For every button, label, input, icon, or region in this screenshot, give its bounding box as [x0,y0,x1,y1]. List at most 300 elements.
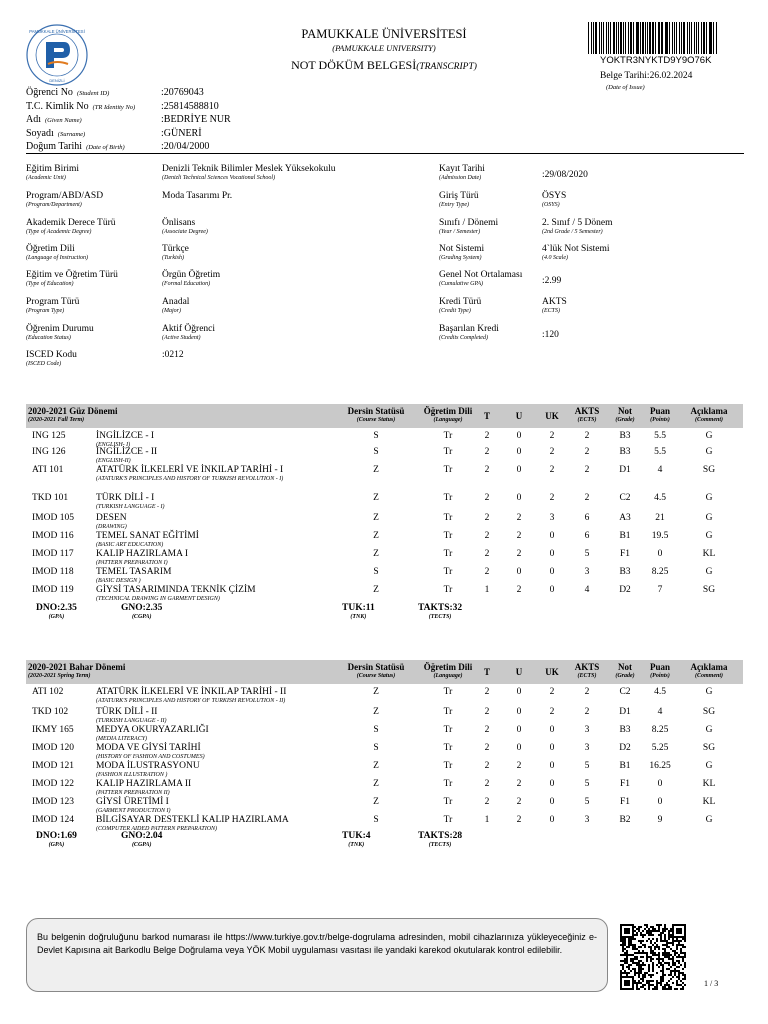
summary-value: DNO:1.69 [36,831,77,841]
qr-module [642,978,644,980]
info-value-tr: Türkçe [162,244,189,254]
column-header [408,662,488,680]
qr-module [682,946,684,948]
qr-module [624,952,626,954]
term-title-tr: 2020-2021 Bahar Dönemi [28,662,126,672]
course-points: 0 [657,797,663,807]
course-comment: G [705,447,713,457]
term-header [26,404,743,428]
student-field [26,87,204,98]
course-name [96,567,336,585]
qr-module [674,964,676,966]
qr-module [682,972,684,974]
barcode-bar [683,22,685,54]
course-t: 2 [484,707,490,717]
course-name [96,465,336,483]
qr-module [646,952,648,954]
qr-module [624,980,630,986]
info-value-tr: :29/08/2020 [542,170,588,180]
column-header-tr: Puan [649,406,670,416]
qr-module [640,964,642,966]
qr-module [676,928,682,934]
barcode-code: YOKTR3NYKTD9Y9O76K [600,55,712,66]
course-name [96,549,336,567]
qr-module [656,958,658,960]
qr-module [662,974,664,976]
qr-module [676,980,678,982]
qr-module [630,954,632,956]
qr-module [648,984,650,986]
qr-module [650,934,652,936]
qr-module [634,944,636,946]
summary-value: GNO:2.35 [121,603,163,613]
qr-module [642,976,644,978]
qr-module [644,952,646,954]
qr-module [648,970,650,972]
qr-module [664,934,666,936]
qr-module [640,970,642,972]
qr-module [642,968,644,970]
course-u: 2 [516,585,522,595]
qr-module [660,970,662,972]
course-status: Z [373,761,379,771]
info-label-tr: Kredi Türü [439,297,482,307]
info-label-tr: Eğitim ve Öğretim Türü [26,270,118,280]
qr-module [642,950,644,952]
course-grade: D2 [619,585,631,595]
course-uk: 0 [549,761,555,771]
info-value-en: (Major) [162,308,181,314]
info-value [162,350,184,360]
info-label [439,164,485,182]
course-points: 4 [657,707,663,717]
course-uk: 2 [549,493,555,503]
student-field-value: :20769043 [161,87,204,98]
qr-module [666,946,668,948]
info-value-tr: Önlisans [162,218,196,228]
column-header-en: (Points) [650,417,670,423]
qr-module [632,948,634,950]
qr-module [634,926,636,928]
qr-module [662,944,664,946]
course-t: 2 [484,531,490,541]
qr-module [676,970,678,972]
qr-module [652,954,654,956]
qr-module [676,948,678,950]
course-row [26,725,743,745]
qr-module [652,974,654,976]
course-name [96,493,336,511]
term-summary-takts [418,603,462,621]
barcode-bar [694,22,695,54]
column-header [477,411,497,421]
barcode-bar [606,22,607,54]
course-t: 2 [484,779,490,789]
qr-module [670,988,672,990]
qr-module [662,976,664,978]
qr-module [666,984,668,986]
qr-module [638,946,640,948]
course-name-en: (ATATURK'S PRINCIPLES AND HISTORY OF TURKISH REVOLUTION - I) [96,476,284,482]
course-comment: G [705,493,713,503]
course-status: Z [373,687,379,697]
qr-module [678,956,680,958]
qr-module [652,928,654,930]
course-lang: Tr [443,549,453,559]
info-label [439,244,484,262]
course-name-en: (ATATURK'S PRINCIPLES AND HISTORY OF TURKISH REVOLUTION - II) [96,698,286,704]
qr-module [656,984,658,986]
qr-module [674,940,676,942]
column-header-tr: AKTS [574,406,600,416]
qr-module [644,924,646,926]
course-status: Z [373,585,379,595]
info-label-tr: Giriş Türü [439,191,479,201]
qr-module [662,970,664,972]
info-value-tr: Moda Tasarımı Pr. [162,191,233,201]
qr-module [682,988,684,990]
info-label-tr: Eğitim Birimi [26,164,80,174]
qr-module [636,984,638,986]
qr-module [632,954,634,956]
course-status: S [373,431,379,441]
qr-module [652,966,654,968]
course-akts: 4 [584,585,590,595]
document-title-tr: NOT DÖKÜM BELGESİ [291,58,417,72]
course-name-en: (HISTORY OF FASHION AND COSTUMES) [96,754,205,760]
course-t: 2 [484,797,490,807]
qr-module [638,928,640,930]
course-name-en: (DRAWING) [96,524,127,530]
info-value-en: (Formal Education) [162,281,211,287]
course-name [96,779,336,797]
barcode-bar [613,22,615,54]
qr-module [656,930,658,932]
info-value [162,164,335,182]
qr-module [626,952,628,954]
barcode-bar [623,22,624,54]
qr-module [626,962,628,964]
qr-module [638,976,640,978]
qr-module [656,964,658,966]
header-divider [26,153,744,154]
qr-module [644,974,646,976]
qr-module [664,956,666,958]
qr-module [636,964,638,966]
qr-module [624,970,626,972]
qr-module [644,984,646,986]
qr-module [680,952,682,954]
qr-module [668,946,670,948]
info-label-tr: Kayıt Tarihi [439,164,485,174]
qr-module [682,956,684,958]
info-value-tr: ÖSYS [542,191,567,201]
course-comment: SG [702,465,716,475]
qr-module [638,988,640,990]
qr-module [624,962,626,964]
student-field [26,128,202,139]
course-name [96,687,336,705]
course-comment: SG [702,585,716,595]
qr-module [638,974,640,976]
column-header-tr: Açıklama [690,662,728,672]
course-u: 0 [516,725,522,735]
qr-module [658,934,660,936]
qr-module [638,964,640,966]
barcode-bar [645,22,646,54]
barcode-bar [620,22,621,54]
qr-module [646,956,648,958]
qr-module [668,956,670,958]
qr-module [632,938,634,940]
qr-module [668,930,670,932]
qr-module [662,954,664,956]
qr-module [638,926,640,928]
barcode-bar [669,22,670,54]
qr-module [670,948,672,950]
document-title-en: (TRANSCRIPT) [416,62,477,72]
course-comment: G [705,513,713,523]
course-u: 2 [516,761,522,771]
qr-module [656,946,658,948]
course-name [96,797,336,815]
column-header-tr: Öğretim Dili [423,406,473,416]
student-field-value: :25814588810 [161,100,219,112]
qr-module [664,924,666,926]
column-header [612,662,638,680]
qr-module [684,956,686,958]
qr-module [660,932,662,934]
info-label-en: (Type of Education) [26,281,74,287]
course-points: 8.25 [651,567,669,577]
qr-module [666,942,668,944]
course-u: 0 [516,493,522,503]
field-label-tr: T.C. Kimlik No [26,100,89,112]
course-u: 2 [516,815,522,825]
course-code: IMOD 117 [32,549,74,559]
qr-module [648,982,650,984]
qr-module [642,986,644,988]
qr-module [652,988,654,990]
course-lang: Tr [443,447,453,457]
qr-module [640,972,642,974]
qr-module [676,976,678,978]
barcode-bar [588,22,589,54]
qr-module [622,942,624,944]
qr-module [672,950,674,952]
course-lang: Tr [443,743,453,753]
qr-module [642,934,644,936]
qr-module [668,954,670,956]
qr-module [664,986,666,988]
course-name [96,743,336,761]
course-code: IMOD 118 [32,567,74,577]
qr-module [630,958,632,960]
qr-module [628,964,630,966]
course-lang: Tr [443,585,453,595]
qr-module [664,938,666,940]
qr-module [636,962,638,964]
qr-module [622,964,624,966]
info-value [542,297,567,315]
course-akts: 3 [584,567,590,577]
qr-module [646,954,648,956]
qr-module [656,954,658,956]
column-header-en: (Grade) [615,673,635,679]
qr-module [630,944,632,946]
course-u: 0 [516,567,522,577]
qr-module [650,958,652,960]
course-status: Z [373,707,379,717]
qr-module [658,926,660,928]
course-grade: F1 [619,797,631,807]
qr-module [666,928,668,930]
course-name-tr: GİYSİ TASARIMINDA TEKNİK ÇİZİM [96,585,256,595]
qr-module [658,928,660,930]
course-row [26,585,743,605]
qr-module [624,948,626,950]
course-uk: 0 [549,743,555,753]
barcode-bar [636,22,637,54]
qr-module [662,932,664,934]
barcode-bar [672,22,673,54]
qr-module [648,966,650,968]
qr-module [684,954,686,956]
summary-label-en: (GPA) [48,842,65,848]
qr-module [656,938,658,940]
qr-module [644,928,646,930]
course-akts: 6 [584,513,590,523]
info-value-tr: AKTS [542,297,567,307]
qr-module [670,936,672,938]
summary-value: DNO:2.35 [36,603,77,613]
qr-module [662,930,664,932]
course-row [26,447,743,467]
qr-module [652,950,654,952]
qr-module [650,948,652,950]
qr-module [646,958,648,960]
qr-module [620,944,622,946]
qr-module [636,982,638,984]
course-uk: 2 [549,465,555,475]
barcode-bar [649,22,651,54]
summary-value: TUK:11 [342,603,375,613]
qr-module [672,982,674,984]
course-grade: B3 [619,725,631,735]
course-t: 2 [484,493,490,503]
info-label-en: (Cumulative GPA) [439,281,484,287]
course-t: 2 [484,761,490,771]
qr-module [632,962,634,964]
barcode-bar [655,22,656,54]
course-code: TKD 102 [32,707,69,717]
qr-module [652,968,654,970]
barcode-bar [703,22,705,54]
qr-module [646,924,648,926]
course-name [96,513,336,531]
qr-module [672,938,674,940]
info-label-tr: Başarılan Kredi [439,324,499,334]
qr-module [644,934,646,936]
qr-module [664,936,666,938]
qr-module [628,966,630,968]
qr-module [668,932,670,934]
qr-module [668,936,670,938]
course-akts: 3 [584,743,590,753]
qr-module [636,988,638,990]
qr-module [672,970,674,972]
qr-module [652,930,654,932]
qr-module [652,970,654,972]
qr-module [652,980,654,982]
qr-module [676,988,678,990]
course-name-tr: TÜRK DİLİ - I [96,493,155,503]
qr-module [640,932,642,934]
column-header [541,667,563,677]
qr-module [660,938,662,940]
qr-module [662,978,664,980]
qr-module [678,974,680,976]
course-akts: 6 [584,531,590,541]
course-comment: KL [702,797,716,807]
qr-module [664,962,666,964]
qr-module [670,958,672,960]
info-label [26,164,79,182]
qr-module [678,978,680,980]
course-u: 0 [516,707,522,717]
qr-module [660,962,662,964]
course-t: 2 [484,431,490,441]
barcode-bar [706,22,707,54]
course-row [26,567,743,587]
qr-module [628,946,630,948]
course-t: 1 [484,585,490,595]
info-label-tr: Program/ABD/ASD [26,191,104,201]
qr-module [684,974,686,976]
qr-module [656,944,658,946]
qr-module [668,934,670,936]
qr-module [668,968,670,970]
qr-module [664,940,666,942]
qr-code[interactable] [620,924,686,990]
student-field-value: :BEDRİYE NUR [161,114,231,125]
qr-module [622,960,624,962]
qr-module [642,980,644,982]
issue-date [600,71,692,81]
column-header [572,406,602,424]
info-value-tr: :0212 [162,350,184,360]
qr-module [622,946,624,948]
qr-module [684,966,686,968]
qr-module [654,928,656,930]
qr-module [660,934,662,936]
course-t: 2 [484,513,490,523]
course-t: 1 [484,815,490,825]
qr-module [622,938,624,940]
qr-module [632,946,634,948]
qr-module [646,972,648,974]
info-label-en: (Education Status) [26,335,71,341]
course-lang: Tr [443,725,453,735]
barcode-bar [698,22,699,54]
qr-module [684,940,686,942]
term-summary-tuk [342,831,371,849]
course-comment: KL [702,779,716,789]
qr-module [658,930,660,932]
course-uk: 2 [549,447,555,457]
qr-module [666,956,668,958]
course-lang: Tr [443,761,453,771]
